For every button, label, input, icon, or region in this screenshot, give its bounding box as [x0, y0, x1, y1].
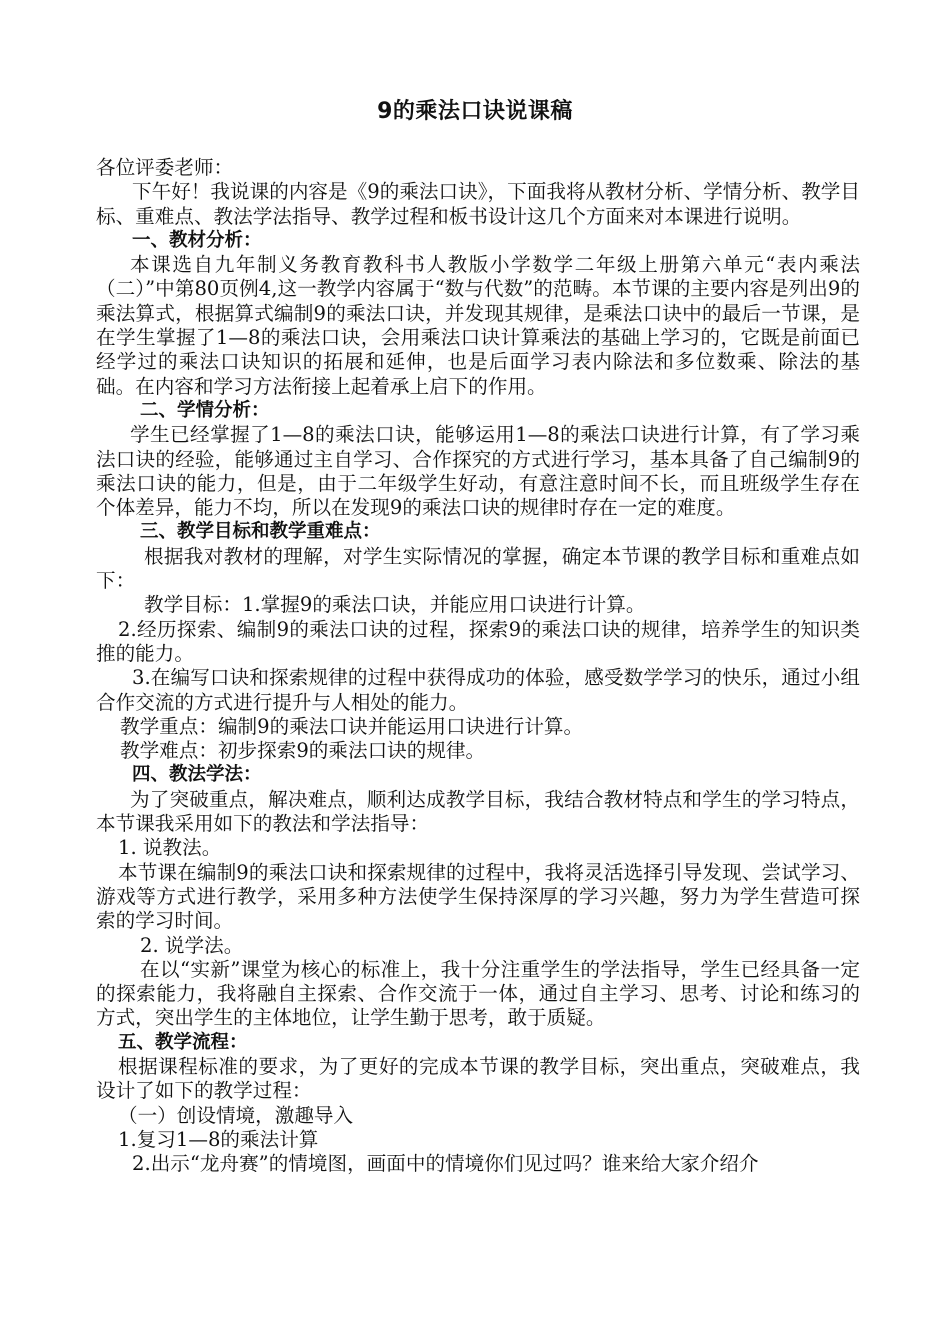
paragraph: 为了突破重点，解决难点，顺利达成教学目标，我结合教材特点和学生的学习特点，本节课我采用如下的教法和学法指导： [96, 787, 860, 836]
paragraph: 2.出示“龙舟赛”的情境图，画面中的情境你们见过吗？谁来给大家介绍介 [132, 1152, 759, 1176]
section-heading: 四、教法学法： [132, 764, 262, 786]
paragraph: （一）创设情境，激趣导入 [118, 1103, 354, 1127]
paragraph: 下午好！我说课的内容是《9的乘法口诀》，下面我将从教材分析、学情分析、教学目标、重难点、教法学法指导、教学过程和板书设计这几个方面来对本课进行说明。 [96, 180, 860, 228]
paragraph: 2.经历探索、编制9的乘法口诀的过程，探索9的乘法口诀的规律，培养学生的知识类推的能力。 [96, 617, 860, 665]
document-body [96, 156, 860, 1176]
paragraph: 2. 说学法。 [140, 933, 244, 957]
section-heading: 五、教学流程： [118, 1031, 248, 1053]
section-heading: 一、教材分析： [132, 229, 262, 251]
paragraph: 本节课在编制9的乘法口诀和探索规律的过程中，我将灵活选择引导发现、尝试学习、游戏等方式进行教学，采用多种方法使学生保持深厚的学习兴趣，努力为学生营造可探索的学习时间。 [96, 860, 860, 933]
paragraph: 各位评委老师： [96, 156, 234, 179]
paragraph: 教学重点：编制9的乘法口诀并能运用口诀进行计算。 [120, 714, 584, 738]
paragraph: 本课选自九年制义务教育教科书人教版小学数学二年级上册第六单元“表内乘法（二）”中第80页例4,这一教学内容属于“数与代数”的范畴。本节课的主要内容是列出9的乘法算式，根据算式编制9的乘法口诀，并发现其规律，是乘法口诀中的最后一节课，是在学生掌握了1—8的乘法口诀，会用乘法口诀计算乘法的基础上学习的，它既是前面已经学过的乘法口诀知识的拓展和延伸，也是后面学习表内除法和多位数乘、除法的基础。在内容和学习方法衔接上起着承上启下的作用。 [96, 253, 860, 398]
document-title: 9的乘法口诀说课稿 [377, 99, 573, 124]
paragraph: 3.在编写口诀和探索规律的过程中获得成功的体验，感受数学学习的快乐，通过小组合作交流的方式进行提升与人相处的能力。 [96, 666, 860, 714]
paragraph: 在以“实新”课堂为核心的标准上，我十分注重学生的学法指导，学生已经具备一定的探索能力，我将融自主探索、合作交流于一体，通过自主学习、思考、讨论和练习的方式，突出学生的主体地位，让学生勤于思考，敢于质疑。 [96, 957, 860, 1030]
section-heading: 三、教学目标和教学重难点： [140, 521, 381, 543]
paragraph: 根据课程标准的要求，为了更好的完成本节课的教学目标，突出重点，突破难点，我设计了如下的教学过程： [96, 1054, 860, 1103]
paragraph: 教学难点：初步探索9的乘法口诀的规律。 [120, 739, 486, 763]
paragraph: 1. 说教法。 [118, 836, 222, 860]
paragraph: 教学目标：1.掌握9的乘法口诀，并能应用口诀进行计算。 [144, 593, 646, 617]
paragraph: 根据我对教材的理解，对学生实际情况的掌握，确定本节课的教学目标和重难点如下： [96, 544, 860, 593]
section-heading: 二、学情分析： [140, 399, 270, 421]
paragraph: 学生已经掌握了1—8的乘法口诀，能够运用1—8的乘法口诀进行计算，有了学习乘法口诀的经验，能够通过主自学习、合作探究的方式进行学习，基本具备了自己编制9的乘法口诀的能力，但是，由于二年级学生好动，有意注意时间不长，而且班级学生存在个体差异，能力不均，所以在发现9的乘法口诀的规律时存在一定的难度。 [96, 423, 860, 520]
paragraph: 1.复习1—8的乘法计算 [118, 1127, 319, 1151]
